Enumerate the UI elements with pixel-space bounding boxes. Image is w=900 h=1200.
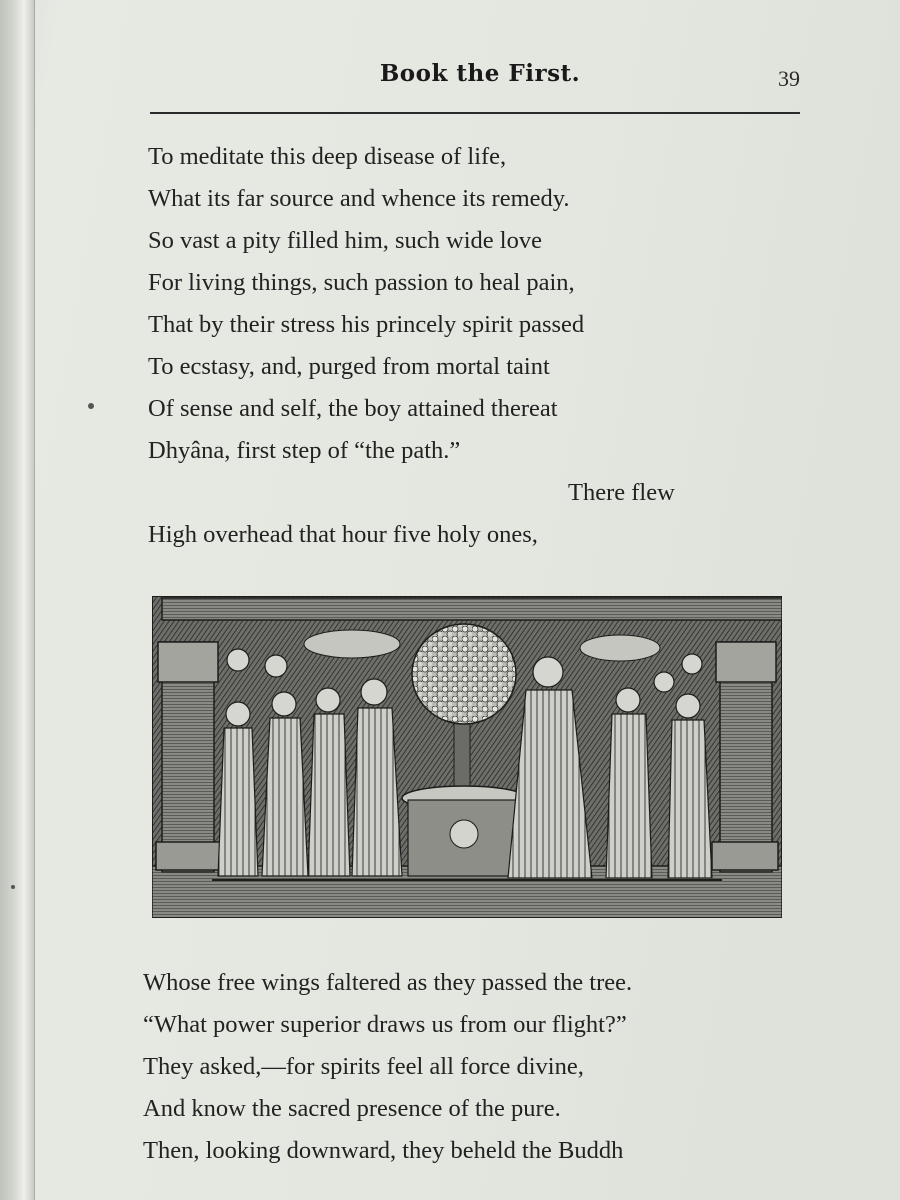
poem-half-line: There flew <box>568 479 675 506</box>
poem-line: That by their stress his princely spirit passed <box>148 311 585 338</box>
poem-line: Whose free wings faltered as they passed the tree. <box>143 969 633 996</box>
poem-line: They asked,—for spirits feel all force divine, <box>143 1053 584 1080</box>
poem-line: For living things, such passion to heal pain, <box>148 269 575 296</box>
poem-line: And know the sacred presence of the pure. <box>143 1095 561 1122</box>
relief-illustration <box>152 596 782 918</box>
facing-page-edge <box>0 0 35 1200</box>
poem-stanza-bottom <box>143 962 783 1172</box>
running-head: Book the First. <box>379 60 581 87</box>
poem-stanza-top <box>148 136 768 556</box>
header-rule <box>150 112 800 114</box>
page-number: 39 <box>778 66 800 91</box>
poem-line: Then, looking downward, they beheld the Buddh <box>143 1137 624 1164</box>
poem-line: Dhyâna, first step of “the path.” <box>148 437 461 464</box>
poem-line: High overhead that hour five holy ones, <box>148 521 538 548</box>
ink-speck <box>88 403 94 409</box>
poem-line: So vast a pity filled him, such wide love <box>148 227 542 254</box>
poem-line: To meditate this deep disease of life, <box>148 143 507 170</box>
poem-line: To ecstasy, and, purged from mortal taint <box>148 353 550 380</box>
poem-line: What its far source and whence its remedy. <box>148 185 570 212</box>
poem-line: “What power superior draws us from our flight?” <box>143 1011 627 1038</box>
page-header <box>150 58 800 108</box>
ink-speck <box>11 885 15 889</box>
poem-line: Of sense and self, the boy attained thereat <box>148 395 558 422</box>
